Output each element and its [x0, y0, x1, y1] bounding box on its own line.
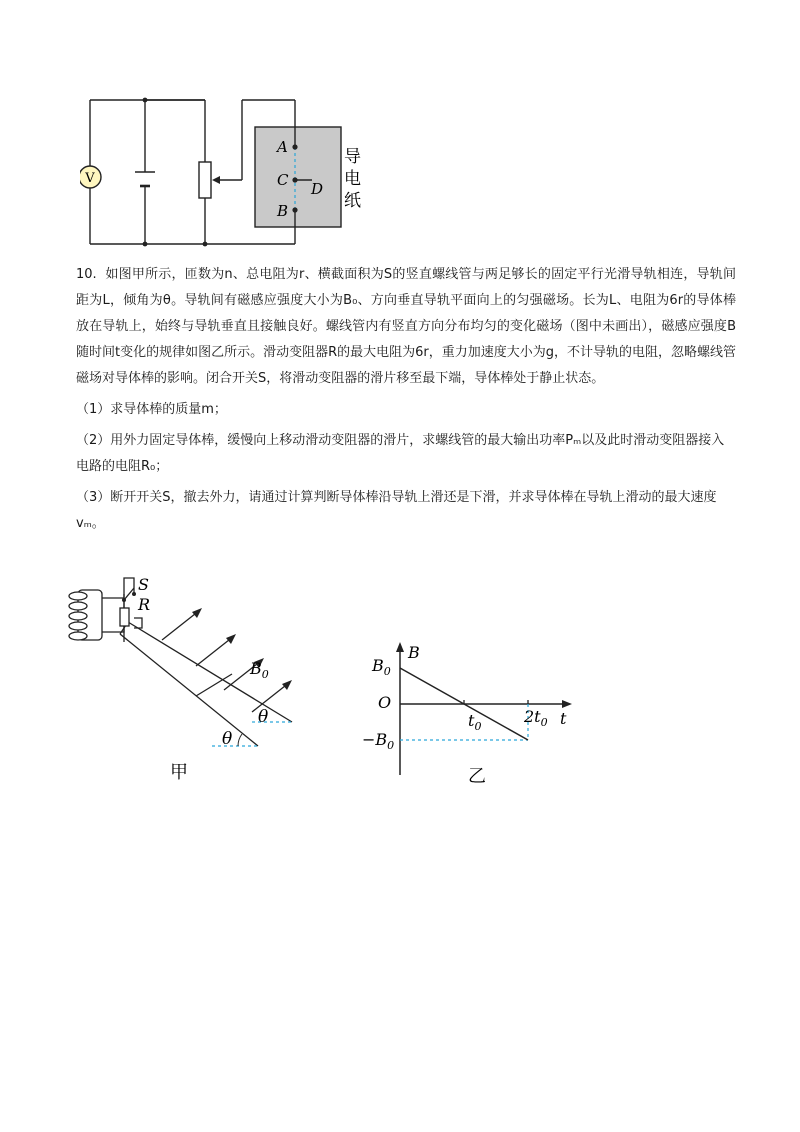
- figure-yi-caption: 乙: [468, 766, 486, 787]
- solenoid-symbol: [69, 590, 102, 640]
- problem-stem: [76, 262, 736, 392]
- voltmeter-label: V: [85, 171, 95, 186]
- paper-label-char-3: 纸: [344, 191, 361, 211]
- point-d-label: D: [311, 180, 324, 198]
- y-axis-label: B: [408, 643, 420, 662]
- figure-jia-caption: 甲: [170, 762, 188, 783]
- rheostat-label: R: [138, 595, 151, 614]
- figure-yi-chart: [360, 640, 590, 790]
- figure-jia: [62, 570, 312, 795]
- x-tick-2t0: $2t_0$: [524, 707, 548, 729]
- switch-label: S: [138, 575, 149, 594]
- rheostat-symbol: [199, 162, 211, 198]
- problem-part-3: （3）断开开关S，撤去外力，请通过计算判断导体棒沿导轨上滑还是下滑，并求导体棒在导轨上滑动的最大速度vₘ。: [76, 490, 717, 531]
- y-tick-origin: O: [378, 693, 392, 712]
- problem-stem-text: 如图甲所示，匝数为n、总电阻为r、横截面积为S的竖直螺线管与两足够长的固定平行光滑导轨相连，导轨间距为L，倾角为θ。导轨间有磁感应强度大小为B₀、方向垂直导轨平面向上的匀强磁场。长为L、电阻为6r的导体棒放在导轨上，始终与导轨垂直且接触良好。螺线管内有竖直方向分布均匀的变化磁场（图中未画出），磁感应强度B随时间t变化的规律如图乙所示。滑动变阻器R的最大电阻为6r，重力加速度大小为g，不计导轨的电阻，忽略螺线管磁场对导体棒的影响。闭合开关S，将滑动变阻器的滑片移至最下端，导体棒处于静止状态。: [76, 267, 736, 386]
- point-c-label: C: [277, 171, 289, 189]
- field-label: $B_0$: [250, 659, 269, 681]
- paper-label-char-2: 电: [344, 169, 361, 189]
- conducting-paper: [255, 127, 341, 227]
- paper-label-char-1: 导: [344, 147, 361, 167]
- x-tick-t0: $t_0$: [468, 711, 482, 733]
- rheostat-r-symbol: [120, 608, 129, 626]
- problem-number: 10.: [76, 267, 97, 282]
- y-tick-minus-b0: $-B_0$: [362, 730, 395, 752]
- problem-part-2: （2）用外力固定导体棒，缓慢向上移动滑动变阻器的滑片，求螺线管的最大输出功率Pₘ以及此时滑动变阻器接入电路的电阻R₀；: [76, 433, 725, 474]
- angle-label-upper: θ: [258, 707, 269, 727]
- point-a-label: A: [277, 138, 288, 156]
- point-b-label: B: [277, 202, 289, 220]
- top-circuit-figure: [80, 92, 380, 252]
- angle-label-lower: θ: [222, 729, 233, 749]
- x-axis-label: t: [560, 709, 567, 728]
- y-tick-b0: $B_0$: [372, 656, 391, 678]
- problem-10: [76, 262, 736, 537]
- problem-part-1: （1）求导体棒的质量m；: [76, 402, 227, 417]
